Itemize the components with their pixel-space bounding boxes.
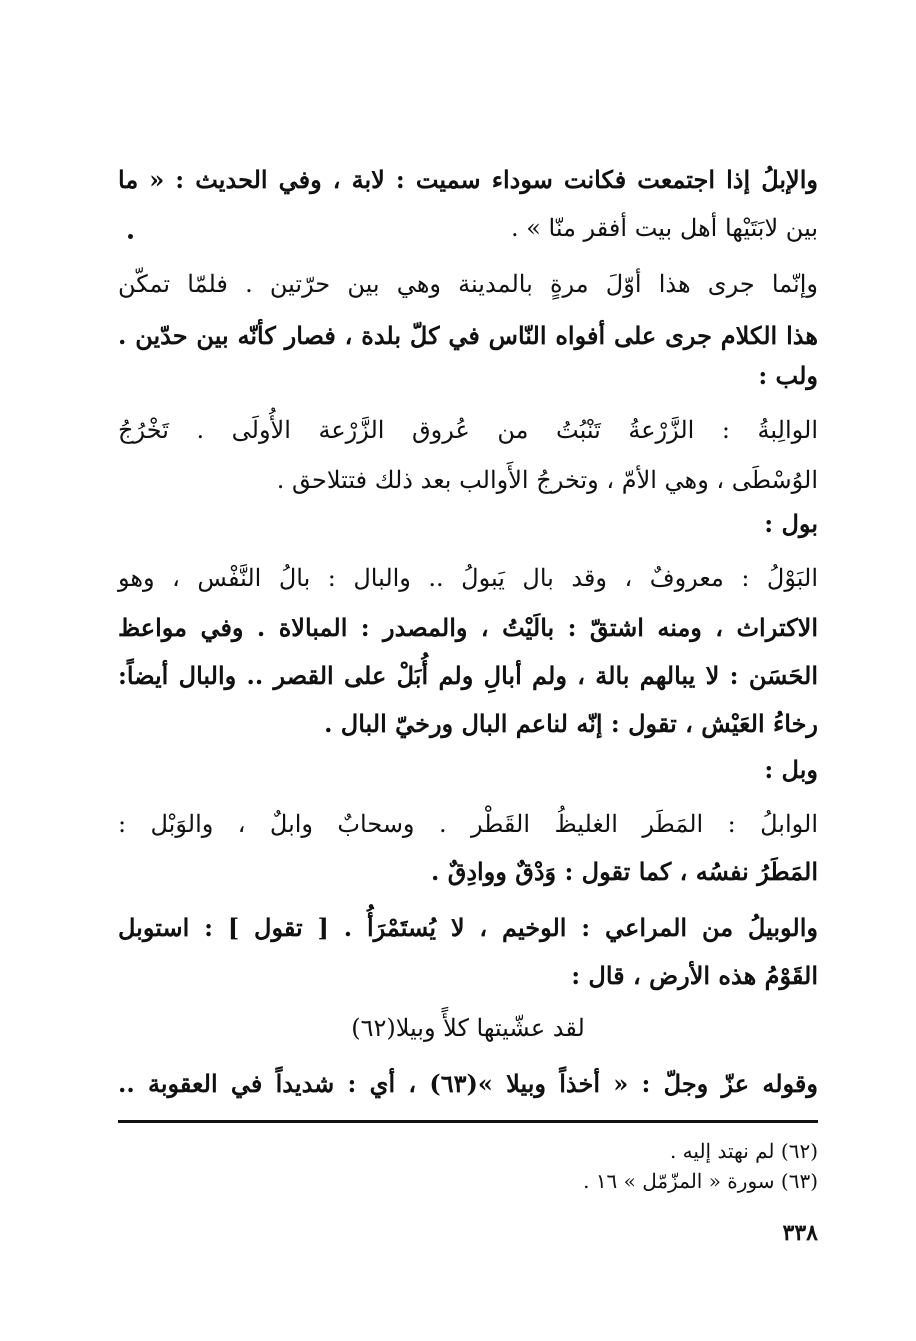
text-line: وإنّما جرى هذا أوّلَ مرةٍ بالمدينة وهي بين حرّتين . فلمّا تمكّن <box>118 270 818 298</box>
text-line: الاكتراث ، ومنه اشتقّ : بالَيْتُ ، والمصدر : المبالاة . وفي مواعظ <box>118 613 818 642</box>
text-line: والوبيلُ من المراعي : الوخيم ، لا يُستَمْرَأُ . [ تقول ] : استوبل <box>118 913 818 942</box>
text-line: رخاءُ العَيْش ، تقول : إنّه لناعم البال ورخيّ البال . <box>324 709 818 738</box>
text-line: والإبلُ إذا اجتمعت فكانت سوداء سميت : لابة ، وفي الحديث : « ما <box>118 165 818 194</box>
footnote-divider <box>118 1120 818 1123</box>
text-line: الحَسَن : لا يبالهم بالة ، ولم أبالِ ولم أُبَلْ على القصر .. والبال أيضاً: <box>118 661 818 690</box>
text-line: القَوْمُ هذه الأرض ، قال : <box>571 961 818 990</box>
text-line: المَطَرُ نفسُه ، كما تقول : وَدْقٌ ووادِقٌ . <box>430 857 818 886</box>
text-line: وقوله عزّ وجلّ : « أخذاً وبيلا »(٦٣) ، أي : شديداً في العقوبة .. <box>118 1069 818 1098</box>
text-line: الوابلُ : المَطَر الغليظُ القَطْر . وسحابٌ وابلٌ ، والوَبْل : <box>118 810 818 838</box>
text-line: هذا الكلام جرى على أفواه النّاس في كلّ بلدة ، فصار كأنّه بين حدّين . <box>118 321 818 350</box>
entry-heading-wlb: ولب : <box>758 361 818 390</box>
footnote: (٦٣) سورة « المزّمّل » ١٦ . <box>583 1169 818 1193</box>
text-line: بين لابَتَيْها أهل بيت أفقر منّا » . <box>510 214 818 242</box>
verse-line: لقد عشّيتها كلأً وبيلا(٦٢) <box>351 1014 585 1042</box>
footnote: (٦٢) لم نهتد إليه . <box>669 1139 818 1163</box>
entry-heading-wbl: وبل : <box>764 755 818 784</box>
text-line: البَوْلُ : معروفٌ ، وقد بال يَبولُ .. والبال : بالُ النَّفْس ، وهو <box>118 564 818 592</box>
text-line: الوالِبةُ : الزَّرْعةُ تَنْبُتُ من عُروق الزَّرْعة الأُولَى . تَخْرُجُ <box>118 416 819 444</box>
text-line: الوُسْطَى ، وهي الأمّ ، وتخرجُ الأَوالب بعد ذلك فتتلاحق . <box>276 466 818 494</box>
entry-heading-bwl: بول : <box>764 509 818 538</box>
page-number: ٣٣٨ <box>782 1220 818 1246</box>
